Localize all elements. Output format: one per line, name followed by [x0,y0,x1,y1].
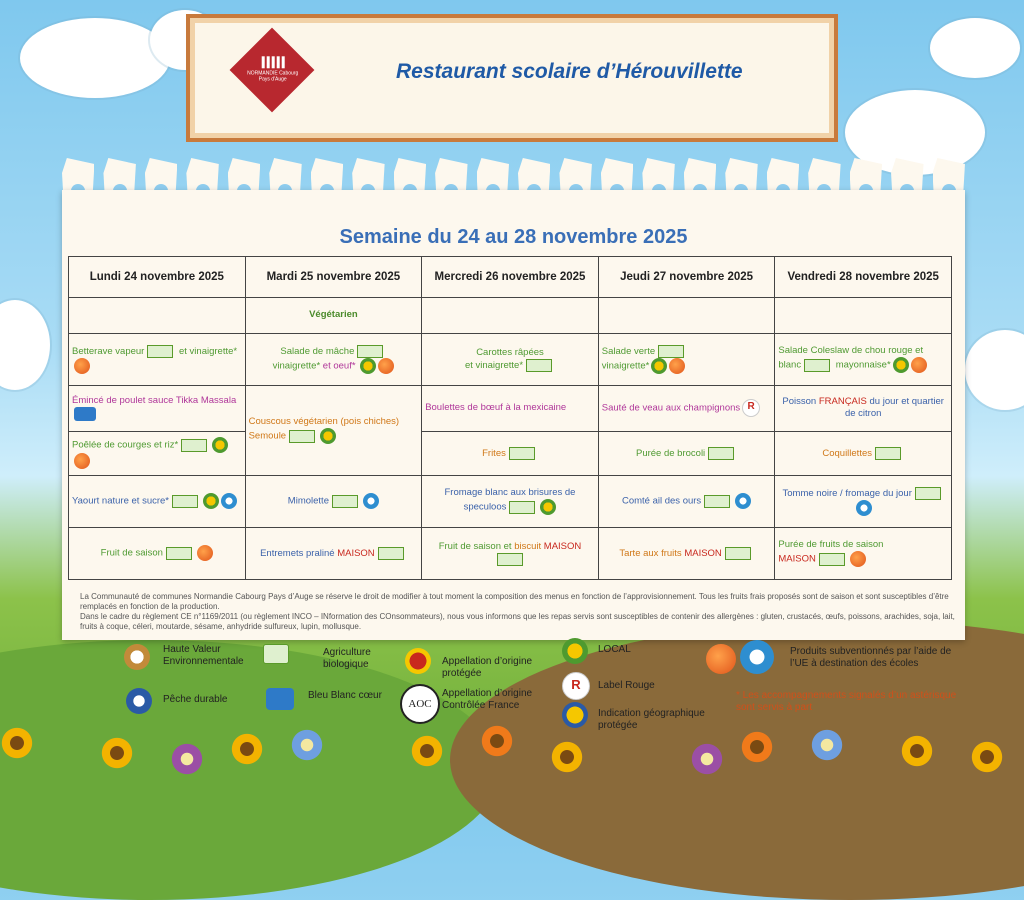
legend-bio: Agriculture biologique [323,647,371,670]
ue-milk-icon [856,500,872,516]
ue-apple-icon [850,551,866,567]
header-banner [186,14,838,142]
ue-milk-icon [221,493,237,509]
aop-icon [405,648,431,674]
asterisk-note: * Les accompagnements signalés d’un astérisque sont servis à part [736,690,957,713]
local-icon [651,358,667,374]
menu-cell: Fruit de saison [69,527,246,579]
local-icon [320,428,336,444]
table-row [69,527,952,579]
local-icon [540,499,556,515]
weekly-menu-table [68,256,952,580]
table-row [69,333,952,385]
flower [690,742,724,776]
label-rouge-logo-icon: R [562,672,590,700]
day-header-thursday: Jeudi 27 novembre 2025 [598,257,775,298]
day-header-wednesday: Mercredi 26 novembre 2025 [422,257,599,298]
flower [290,728,324,762]
table-row [69,431,952,475]
cloud [930,18,1020,78]
bio-icon [289,430,315,443]
ue-milk-icon [735,493,751,509]
menu-cell: Salade verte vinaigrette* [598,333,775,385]
flower [810,728,844,762]
local-icon [893,357,909,373]
menu-cell: Purée de brocoli [598,431,775,475]
vegetarian-badge: Végétarien [245,298,422,334]
ue-apple-icon [74,358,90,374]
legend-aoc: Appellation d’origine Contrôlée France [442,688,533,711]
flower [410,734,444,768]
ue-apple-icon [378,358,394,374]
day-header-friday: Vendredi 28 novembre 2025 [775,257,952,298]
legend-hve: Haute Valeur Environnementale [163,644,244,667]
ue-milk-logo-icon [740,640,774,674]
ue-apple-icon [911,357,927,373]
menu-cell: Betterave vapeur et vinaigrette* [69,333,246,385]
theme-cell [775,298,952,334]
menu-cell: Yaourt nature et sucre* [69,475,246,527]
legend-label-rouge: Label Rouge [598,680,655,691]
menu-cell: Comté ail des ours [598,475,775,527]
legend-aop: Appellation d’origine protégée [442,656,533,679]
menu-cell: Sauté de veau aux champignons R [598,385,775,431]
legend-ue: Produits subventionnés par l’aide de l’UE à destination des écoles [790,646,952,669]
week-title: Semaine du 24 au 28 novembre 2025 [339,226,688,248]
label-rouge-icon: R [742,399,760,417]
menu-cell: Carottes râpées et vinaigrette* [422,333,599,385]
bio-icon [166,547,192,560]
bio-icon [915,487,941,500]
bio-icon [708,447,734,460]
menu-cell: Salade de mâche vinaigrette* et oeuf* [245,333,422,385]
bio-icon [181,439,207,452]
bio-icon [658,345,684,358]
igp-icon [562,702,588,728]
menu-cell: Tarte aux fruits MAISON [598,527,775,579]
local-icon [360,358,376,374]
aoc-icon: AOC [400,684,440,724]
cloud [0,300,50,390]
ue-milk-icon [363,493,379,509]
ue-apple-icon [669,358,685,374]
bio-icon [357,345,383,358]
ue-apple-icon [74,453,90,469]
bio-icon [804,359,830,372]
theme-cell [598,298,775,334]
cloud [20,18,170,98]
bio-icon [378,547,404,560]
bio-icon [509,501,535,514]
bleu-blanc-coeur-icon [74,407,96,421]
bio-icon [332,495,358,508]
bio-icon [704,495,730,508]
normandie-logo: NORMANDIE Cabourg Pays d'Auge [230,28,315,113]
page-title: Restaurant scolaire d’Hérouvillette [396,60,743,83]
flower [740,730,774,764]
flower [100,736,134,770]
disclaimer-notes [80,592,958,632]
menu-cell: Fruit de saison et biscuit MAISON [422,527,599,579]
menu-cell: Poisson FRANÇAIS du jour et quartier de citron [775,385,952,431]
bio-icon [725,547,751,560]
menu-cell: Entremets praliné MAISON [245,527,422,579]
flower [900,734,934,768]
bleu-blanc-coeur-logo-icon [266,688,294,710]
bio-icon [526,359,552,372]
menu-cell: Couscous végétarien (pois chiches) Semoule [245,385,422,475]
peche-durable-icon [126,688,152,714]
bio-logo-icon [263,644,289,664]
menu-cell: Mimolette [245,475,422,527]
legend-bbc: Bleu Blanc cœur [308,690,382,701]
bio-icon [497,553,523,566]
bio-icon [172,495,198,508]
bio-icon [819,553,845,566]
table-row [69,385,952,431]
hill [0,640,500,900]
note-paragraph: Dans le cadre du règlement CE n°1169/2011 (ou règlement INCO – INformation des COnsommateurs), nous vous informons que les repas servis sont susceptibles de contenir des allergènes : gluten, crustacés, œufs, poissons, arachides, soja, lait, fruits à coque, céleri, moutarde, sésame, anhydride sulfureux, lupin, mollusque. [80,612,955,631]
menu-cell: Poêlée de courges et riz* [69,431,246,475]
menu-cell: Purée de fruits de saison MAISON [775,527,952,579]
hve-icon [124,644,150,670]
bio-icon [147,345,173,358]
table-row [69,475,952,527]
menu-cell: Émincé de poulet sauce Tikka Massala [69,385,246,431]
flower [0,726,34,760]
flower [230,732,264,766]
local-logo-icon [562,638,588,664]
cloud [965,330,1024,410]
flower [550,740,584,774]
menu-cell: Boulettes de bœuf à la mexicaine [422,385,599,431]
ue-apple-logo-icon [706,644,736,674]
ue-apple-icon [197,545,213,561]
legend-igp: Indication géographique protégée [598,708,705,731]
day-header-tuesday: Mardi 25 novembre 2025 [245,257,422,298]
flower [170,742,204,776]
local-icon [203,493,219,509]
bio-icon [509,447,535,460]
menu-cell: Fromage blanc aux brisures de speculoos [422,475,599,527]
local-icon [212,437,228,453]
flower [480,724,514,758]
menu-cell: Salade Coleslaw de chou rouge et blanc mayonnaise* [775,333,952,385]
note-paragraph: La Communauté de communes Normandie Cabourg Pays d’Auge se réserve le droit de modifier à tout moment la composition des menus en fonction de l’approvisionnement. Tous les fruits frais proposés sont de saison et sont susceptibles d’être remplacés en fonction de la production. [80,592,949,611]
menu-cell: Frites [422,431,599,475]
theme-cell [69,298,246,334]
menu-cell: Coquillettes [775,431,952,475]
theme-cell [422,298,599,334]
bio-icon [875,447,901,460]
day-header-monday: Lundi 24 novembre 2025 [69,257,246,298]
legend-local: LOCAL [598,644,631,655]
menu-cell: Tomme noire / fromage du jour [775,475,952,527]
flower [970,740,1004,774]
legend-peche: Pêche durable [163,694,228,705]
